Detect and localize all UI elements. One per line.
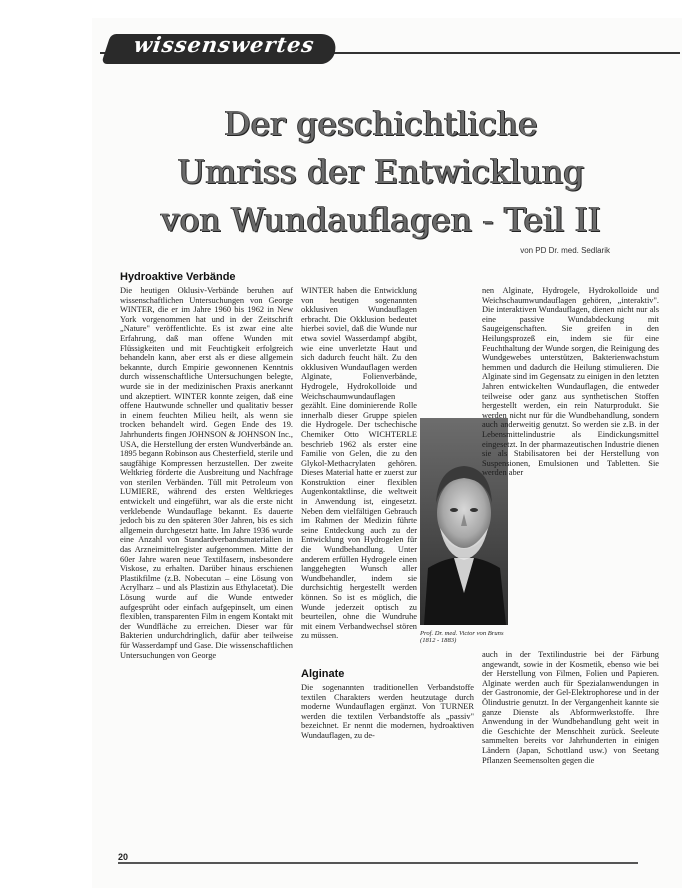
heading-hydroaktive: Hydroaktive Verbände [120,271,236,283]
title-line-3: von Wundauflagen - Teil II [161,200,601,239]
column-2-top-text: WINTER haben die Entwicklung von heutigen sogenannten okklusiven Wundauflagen erbracht. Die Okklusion bedeutet hierbei soviel, daß die Wunde nur etwa soviel Wasserdampf abgibt, wie eine unverletzte Haut und sich dadurch feucht hält. Zu den okklusiven Wundauflagen werden Alginate, Folienverbände, Hydrogele, Hydrokolloide und Weichschaumwundauflagen gezählt. Eine dominierende Rolle innerhalb dieser Gruppe spielen die Hydrogele. Der tschechische Chemiker Otto WICHTERLE beschrieb 1962 als erster eine Familie von Gelen, die zu den Glykol-Methacrylaten gehören. Dieses Material hatte er zuerst zur Konstruktion einer flexiblen Augenkontaktlinse, die weltweit in Anwendung ist, eingesetzt. Neben dem vielfältigen Gebrauch im Rahmen der Medizin führte seine Entdeckung auch zu der Entwicklung von Hydrogelen für die Wundbehandlung. Unter anderem erfüllen Hydrogele einen langgehegten Wunsch aller Wundbehandler, indem sie durchsichtig hergestellt werden können. So ist es möglich, die Wunde jederzeit optisch zu beurteilen, ohne die Wundruhe mit einem Verbandwechsel stören zu müssen. [301,286,417,641]
footer-rule [118,862,638,864]
column-2-bottom [301,683,474,838]
column-3-bottom-text: auch in der Textilindustrie bei der Färbung angewandt, sowie in der Kosmetik, ebenso wie bei der Herstellung von Filmen, Folien und Papieren. Alginate werden auch für Spezialanwendungen in der Gastronomie, der Gel-Elektrophorese und in der Ölindustrie genutzt. In der Vergangenheit kannte sie ganze Dienste als Abformwerkstoffe. Ihre Anwendung in der Wundbehandlung geht weit in die Geschichte der Menschheit zurück. Seeleute sammelten bereits vor Jahrhunderten in einigen Ländern (Japan, Schottland usw.) von Seetang Pflanzen Seemensolten gegen die [482,650,659,765]
column-1-text: Die heutigen Oklusiv-Verbände beruhen auf wissenschaftlichen Untersuchungen von George WINTER, die er im Jahre 1960 bis 1962 in New York vorgenommen hat und in der Zeitschrift „Nature" veröffentlichte. Es ist zwar eine alte Erfahrung, daß man offene Wunden mit Flüssigkeiten und mit Feuchtigkeit erfolgreich behandeln kann, aber erst als er diese allgemein bekannte, durch Empirie gewonnenen Kenntnis durch wissenschaftliche Untersuchungen belegte, wurde sie in der medizinischen Praxis anerkannt und akzeptiert. WINTER konnte zeigen, daß eine offene Hautwunde schneller und qualitativ besser in einem feuchten Milieu heilt, als wenn sie trocken behandelt wird. Gegen Ende des 19. Jahrhunderts fingen JOHNSON & JOHNSON Inc., USA, die Herstellung der ersten Wundverbände an. 1895 begann Robinson aus Chesterfield, sterile und saugfähige Kompressen herzustellen. Der zweite Weltkrieg förderte die Ausbreitung und Nachfrage von sterilen Verbänden. Tüll mit Petroleum von LUMIERE, während des ersten Weltkrieges entwickelt und eingeführt, war als die erste nicht verklebende Wundauflage bekannt. Es dauerte jedoch bis zu den späteren 30er Jahren, bis es sich allgemein durchgesetzt hatte. Im Jahre 1936 wurde eine Anzahl von Standardverbandsmaterialien in das Arzneimittelregister aufgenommen. Mitte der 60er Jahre waren neue Textilfasern, insbesondere Viskose, zu erhalten. Darüber hinaus erschienen Plastikfilme (z.B. Nobecutan – eine Lösung von Acrylharz – und als Plastizin aus Ethylacetat). Die Lösung wurde auf die Wunde entweder aufgesprüht oder einfach aufgepinselt, um einen flexiblen, transparenten Film in engem Kontakt mit der Wundfläche zu erreichen. Dieser war für Bakterien undurchdringlich, dafür aber teilweise für Wasserdampf und Gase. Die wissenschaftlichen Untersuchungen von George [120,286,293,660]
column-3-top-text: nen Alginate, Hydrogele, Hydrokolloide und Weichschaumwundauflagen gehören, „interaktiv". Die interaktiven Wundauflagen, dienen nicht nur als eine passive Wundabdeckung mit Saugeigenschaften. Sie greifen in den Heilungsprozeß ein, indem sie für eine Feuchthaltung der Wunde sorgen, die Reinigung des Wundgewebes unterstützen, Bakterienwachstum hemmen und dadurch die Heilung stimulieren. Die Alginate sind im Gegensatz zu einigen in den letzten Jahren entwickelten Wundauflagen, die entweder teilweise oder ganz aus synthetischen Stoffen hergestellt werden, ein rein Naturprodukt. Sie werden nicht nur für die Wundbehandlung, sondern auch anderweitig genutzt. So werden sie z.B. in der Lebensmittelindustrie als Eindickungsmittel eingesetzt. In der pharmazeutischen Industrie dienen sie als Stabilisatoren bei der Herstellung von Suspensionen, Emulsionen und Tabletten. Sie werden aber [482,286,659,478]
title-line-2: Umriss der Entwicklung [177,152,585,191]
heading-alginate: Alginate [301,668,345,680]
page-number: 20 [118,852,129,862]
column-3-bottom [482,650,659,838]
title-line-1: Der geschichtliche [224,104,538,143]
column-2-top [301,286,417,641]
column-2-bottom-text: Die sogenannten traditionellen Verbandstoffe textilen Charakters werden heutzutage durch moderne Wundauflagen ergänzt. Von TURNER werden die textilen Verbandstoffe als „passiv" bezeichnet. Er nennt die modernen, hydroaktiven Wundauflagen, zu de- [301,683,474,740]
section-label: wissenswertes [132,32,317,57]
column-1 [120,286,293,838]
article-title [150,100,612,244]
column-2-side [301,418,417,650]
column-3-top [482,286,659,478]
section-header-band [100,26,690,66]
article-byline: von PD Dr. med. Sedlarik [520,246,610,255]
portrait-caption: Prof. Dr. med. Victor von Bruns (1812 - 1883) [420,630,504,645]
